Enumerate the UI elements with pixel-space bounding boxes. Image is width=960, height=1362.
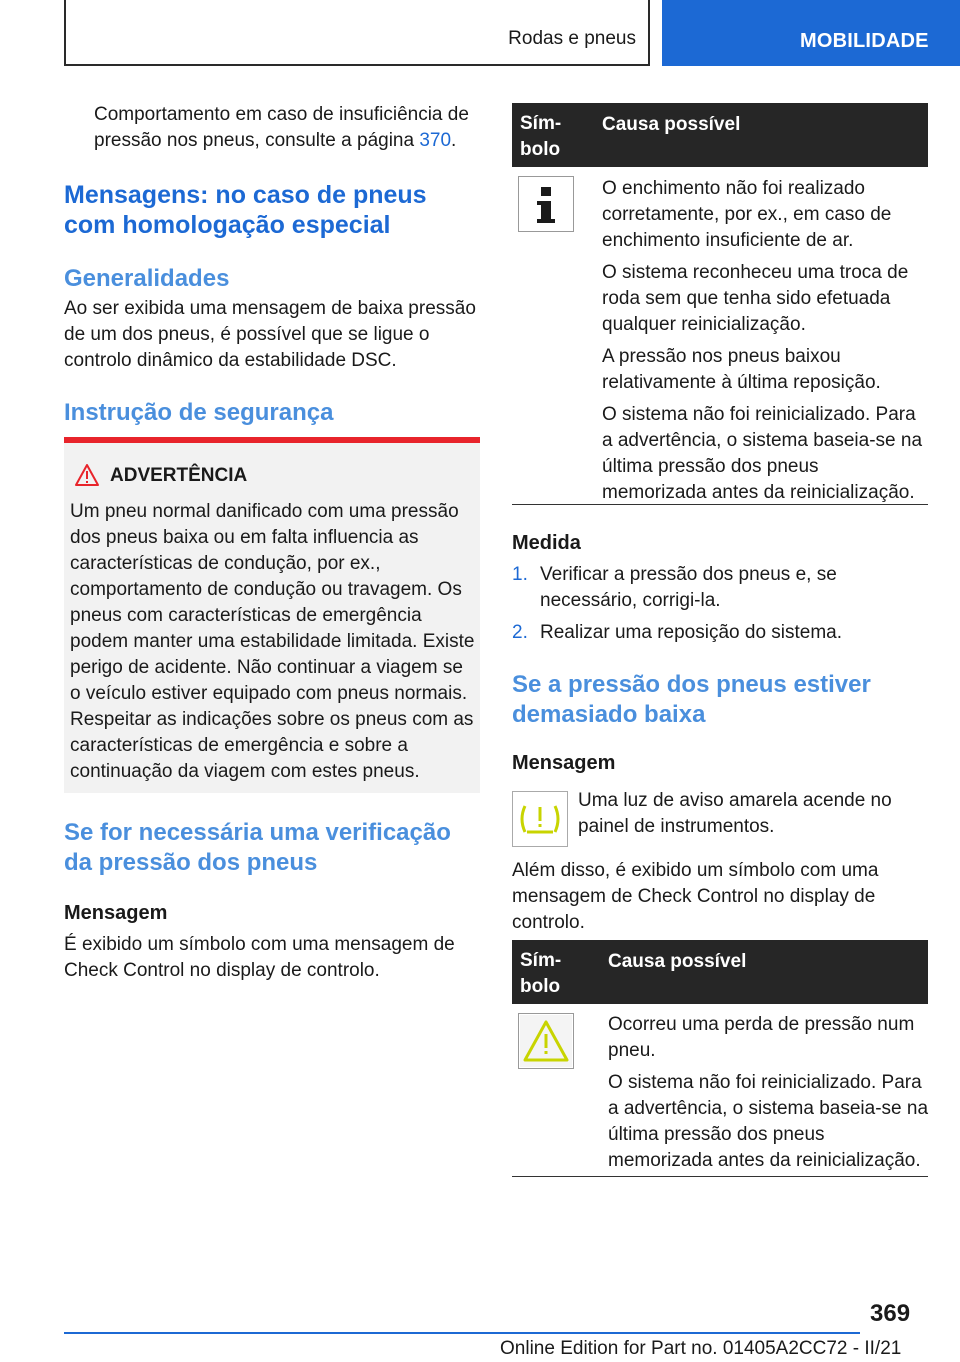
table2-col-symbol: Sím- bolo	[520, 950, 562, 997]
table2-bottom-rule	[512, 1176, 928, 1177]
tire-pressure-lamp-icon	[512, 791, 568, 847]
table1-cause: O sistema reconheceu uma troca de roda sem que tenha sido efetuada qualquer reinicialização.	[602, 262, 909, 335]
footer-rule	[64, 1332, 860, 1334]
message-label: Mensagem	[64, 902, 168, 924]
table2-cause: Ocorreu uma perda de pressão num pneu.	[608, 1014, 915, 1061]
table2-header	[512, 940, 928, 1004]
intro-paragraph: Comportamento em caso de insuficiência de pressão nos pneus, consulte a página 370.	[94, 104, 469, 151]
measure-label: Medida	[512, 532, 581, 554]
table1-causes	[602, 176, 928, 506]
edition-text: Online Edition for Part no. 01405A2CC72 - II/21	[500, 1338, 902, 1359]
warning-triangle-icon	[518, 1013, 574, 1069]
message-paragraph: É exibido um símbolo com uma mensagem de Check Control no display de controlo.	[64, 934, 455, 981]
also-paragraph: Além disso, é exibido um símbolo com uma mensagem de Check Control no display de controlo.	[512, 860, 879, 933]
table1-header	[512, 103, 928, 167]
table1-cause: A pressão nos pneus baixou relativamente à última reposição.	[602, 346, 881, 393]
page-link[interactable]: 370	[419, 130, 452, 151]
message-label: Mensagem	[512, 752, 616, 774]
table2-causes	[608, 1012, 928, 1174]
heading-safety: Instrução de segurança	[64, 399, 334, 426]
heading-general: Generalidades	[64, 265, 230, 292]
section-title: Rodas e pneus	[508, 28, 636, 49]
table2-col-cause: Causa possível	[608, 951, 747, 972]
chapter-tab[interactable]: MOBILIDADE	[662, 0, 960, 66]
step-number: 1.	[512, 564, 528, 585]
step-text: Realizar uma reposição do sistema.	[540, 622, 843, 643]
step-text: Verificar a pressão dos pneus e, se necessário, corrigi-la.	[540, 564, 837, 611]
info-icon	[518, 176, 574, 232]
step-number: 2.	[512, 622, 528, 643]
heading-special-tires: Mensagens: no caso de pneus com homologação especial	[64, 181, 427, 239]
table1-col-symbol: Sím- bolo	[520, 113, 562, 160]
warning-icon	[74, 463, 100, 487]
page-number: 369	[870, 1300, 911, 1327]
table2-cause: O sistema não foi reinicializado. Para a advertência, o sistema baseia-se na última pressão dos pneus memorizada antes da reinicialização.	[608, 1072, 929, 1171]
table1-cause: O sistema não foi reinicializado. Para a advertência, o sistema baseia-se na última pressão dos pneus memorizada antes da reinicialização.	[602, 404, 923, 503]
lamp-text: Uma luz de aviso amarela acende no painel de instrumentos.	[578, 790, 892, 837]
heading-low-pressure: Se a pressão dos pneus estiver demasiado baixa	[512, 671, 871, 728]
warning-box	[64, 443, 480, 793]
warning-title: ADVERTÊNCIA	[110, 465, 248, 486]
heading-pressure-check: Se for necessária uma verificação da pressão dos pneus	[64, 819, 451, 876]
table1-cause: O enchimento não foi realizado corretamente, por ex., em caso de enchimento insuficiente de ar.	[602, 178, 892, 251]
warning-text: Um pneu normal danificado com uma pressão dos pneus baixa ou em falta influencia as características de condução, por ex., comportamento de condução ou travagem. Os pneus com características de emergência podem manter uma estabilidade limitada. Existe perigo de acidente. Não continuar a viagem se o veículo estiver equipado com pneus normais. Respeitar as indicações sobre os pneus com as características de emergência e sobre a continuação da viagem com estes pneus.	[70, 501, 475, 782]
table1-bottom-rule	[512, 504, 928, 505]
table1-col-cause: Causa possível	[602, 114, 741, 135]
general-paragraph: Ao ser exibida uma mensagem de baixa pressão de um dos pneus, é possível que se ligue o controlo dinâmico da estabilidade DSC.	[64, 298, 476, 371]
